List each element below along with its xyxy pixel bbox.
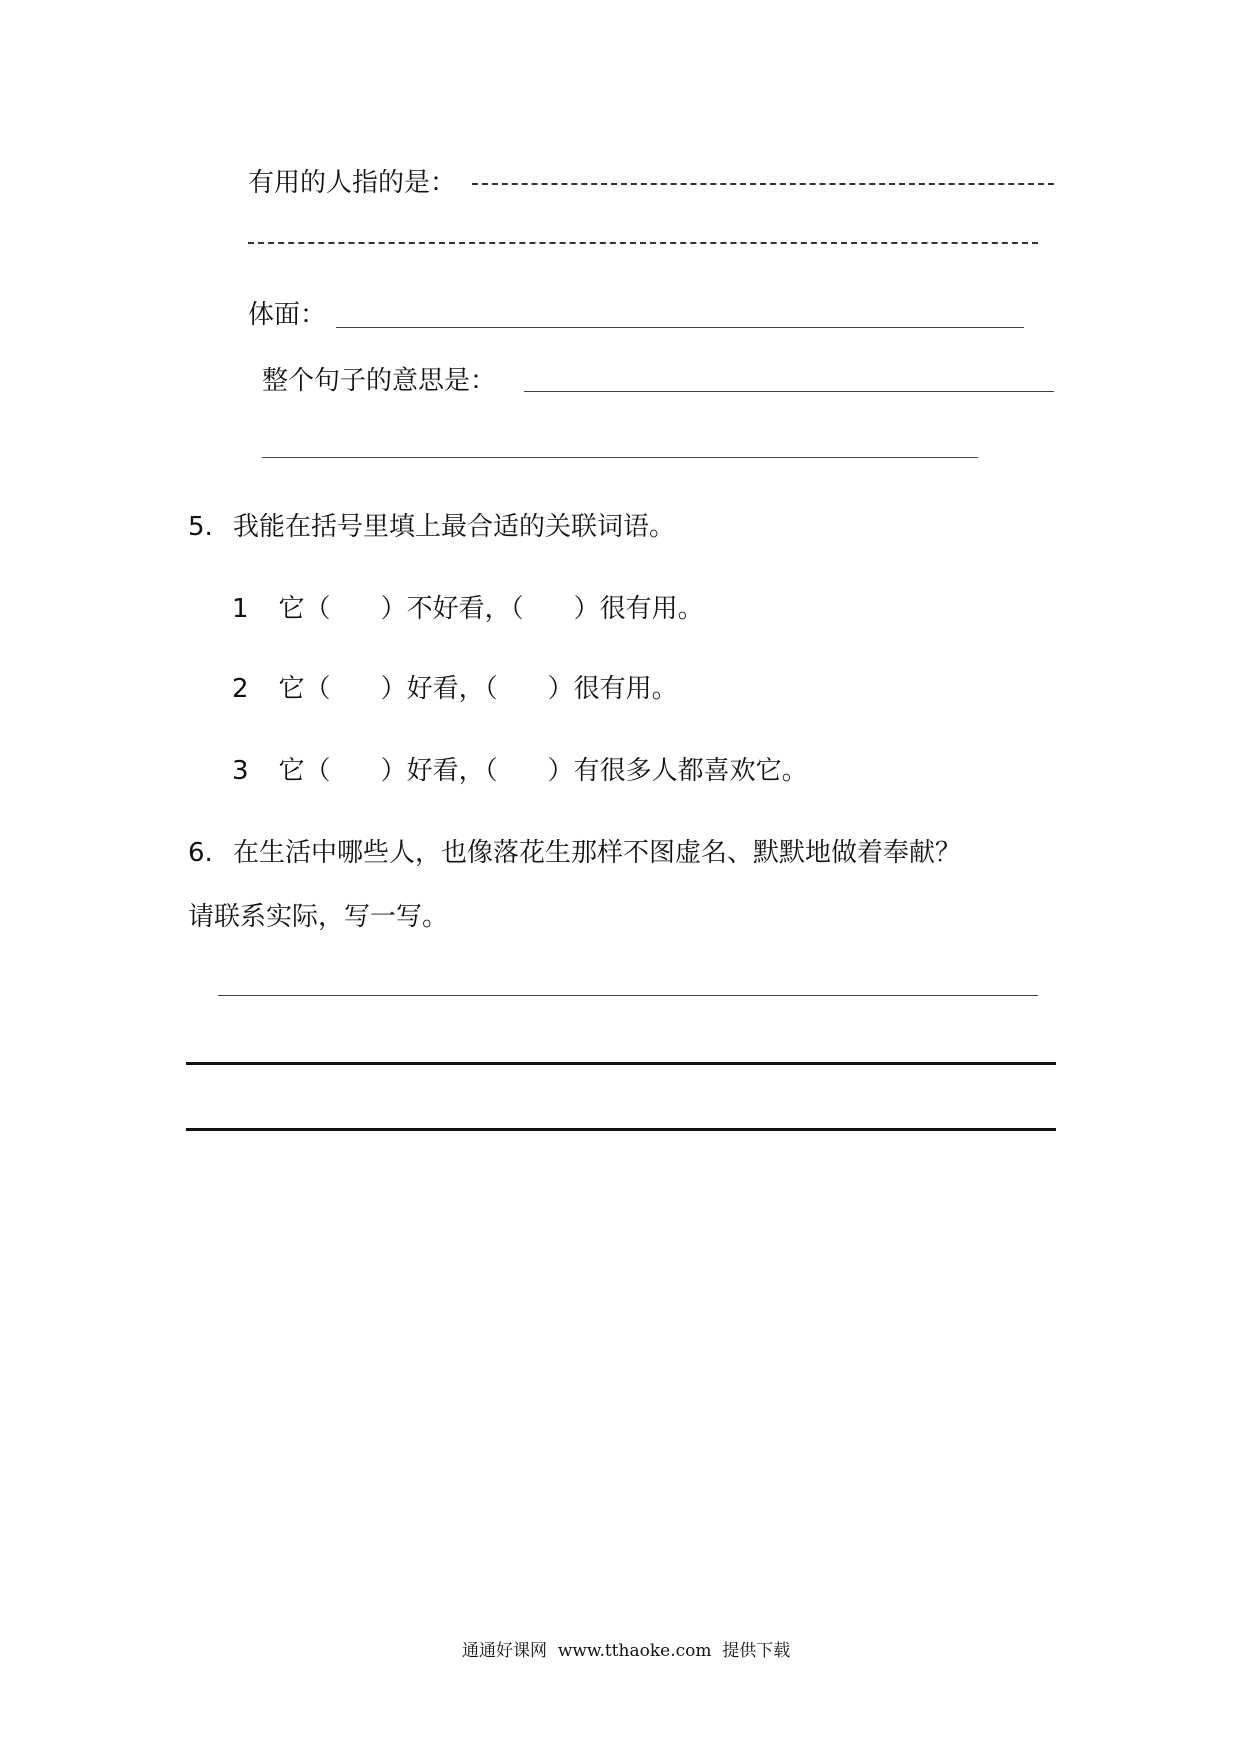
q5-item-subject: 它（: [278, 674, 331, 704]
useful-person-label: 有用的人指的是：: [248, 168, 457, 198]
sentence-meaning-answer-line[interactable]: [524, 391, 1054, 392]
decent-label: 体面：: [248, 300, 327, 330]
q5-item-num: 3: [232, 756, 249, 786]
page-footer: [462, 1640, 790, 1662]
q6-number: 6.: [188, 838, 213, 868]
sentence-meaning-answer-line-2[interactable]: [262, 457, 978, 458]
footer-url[interactable]: www.tthaoke.com: [557, 1641, 712, 1661]
q5-item-num: 1: [232, 594, 249, 624]
q5-item-end: ）很有用。: [547, 674, 678, 704]
q6-answer-line-2[interactable]: [186, 1062, 1056, 1065]
q5-item-num: 2: [232, 674, 249, 704]
q5-item-mid: ）好看，（: [380, 674, 498, 704]
decent-answer-line[interactable]: [336, 327, 1024, 328]
q5-item-subject: 它（: [278, 756, 331, 786]
q5-prompt: 我能在括号里填上最合适的关联词语。: [233, 512, 676, 542]
q5-item-mid: ）不好看，（: [380, 594, 524, 624]
q5-item-1: [232, 592, 704, 626]
q5-item-mid: ）好看，（: [380, 756, 498, 786]
useful-person-answer-line-2[interactable]: [248, 242, 1038, 244]
sentence-meaning-label: 整个句子的意思是：: [262, 366, 497, 396]
q5-item-subject: 它（: [278, 594, 331, 624]
q5-item-3: [232, 754, 808, 788]
q5-item-end: ）有很多人都喜欢它。: [547, 756, 808, 786]
q6-answer-line-3[interactable]: [186, 1128, 1056, 1131]
footer-suffix: 提供下载: [722, 1641, 791, 1661]
q6-line-1: 在生活中哪些人，也像落花生那样不图虚名、默默地做着奉献？: [233, 838, 962, 868]
useful-person-answer-line[interactable]: [472, 183, 1054, 185]
q5-item-2: [232, 672, 678, 706]
q5-number: 5.: [188, 512, 213, 542]
q6-answer-line-1[interactable]: [218, 995, 1038, 996]
q5-item-end: ）很有用。: [573, 594, 704, 624]
footer-site-name: 通通好课网: [462, 1641, 547, 1661]
q6-line-2: 请联系实际，写一写。: [188, 902, 449, 932]
